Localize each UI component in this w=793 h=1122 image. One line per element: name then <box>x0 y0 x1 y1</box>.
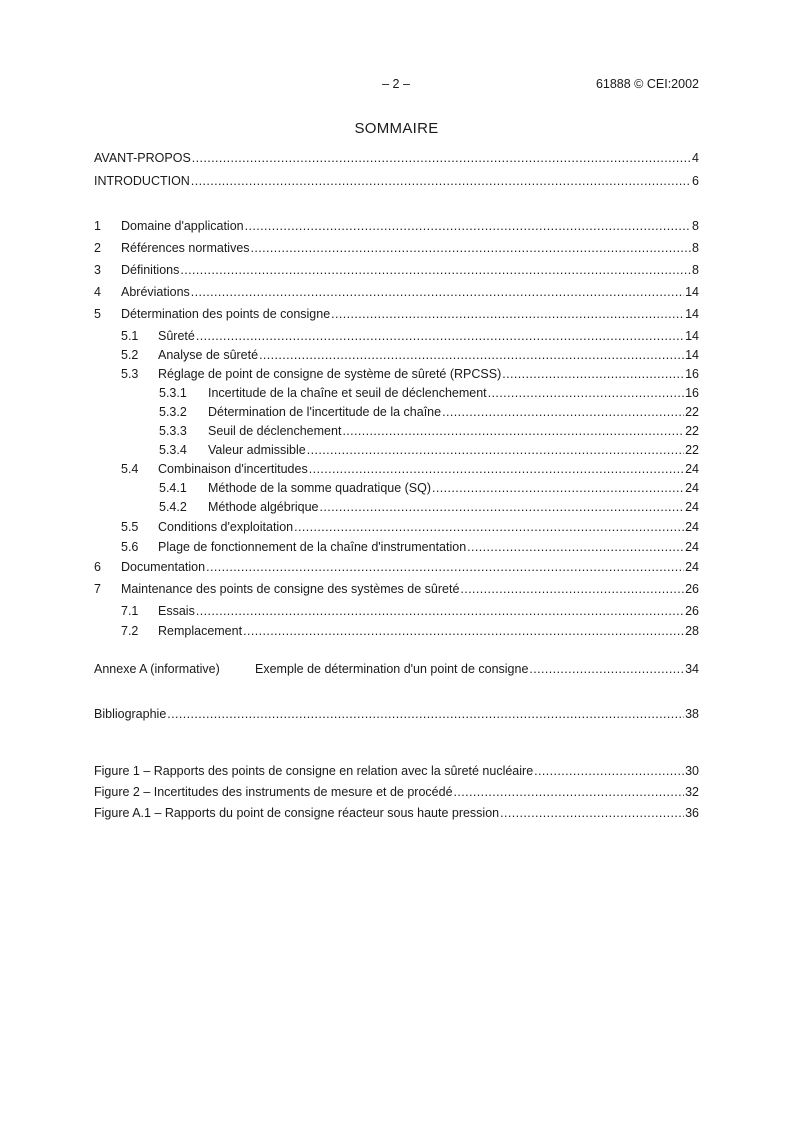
toc-entry-bibliographie[interactable]: Bibliographie ..... 38 <box>94 706 699 723</box>
toc-entry-4[interactable]: 4 Abréviations ..... 14 <box>94 284 699 301</box>
toc-entry-figure-2[interactable]: Figure 2 – Incertitudes des instruments de mesure et de procédé ..... 32 <box>94 784 699 801</box>
copyright-notice: 61888 © CEI:2002 <box>595 77 699 91</box>
toc-entry-5-4-2[interactable]: 5.4.2 Méthode algébrique ..... 24 <box>159 499 699 516</box>
page-number: – 2 – <box>382 77 410 91</box>
toc-entry-5-3[interactable]: 5.3 Réglage de point de consigne de système de sûreté (RPCSS) ..... 16 <box>121 366 699 383</box>
toc-entry-5-3-4[interactable]: 5.3.4 Valeur admissible ..... 22 <box>159 442 699 459</box>
toc-entry-5-2[interactable]: 5.2 Analyse de sûreté ..... 14 <box>121 347 699 364</box>
toc-entry-avant-propos[interactable]: AVANT-PROPOS ..... 4 <box>94 150 699 167</box>
toc-entry-7[interactable]: 7 Maintenance des points de consigne des systèmes de sûreté ..... 26 <box>94 581 699 598</box>
toc-entry-5[interactable]: 5 Détermination des points de consigne ..... 14 <box>94 306 699 323</box>
toc-entry-2[interactable]: 2 Références normatives ..... 8 <box>94 240 699 257</box>
toc-entry-5-5[interactable]: 5.5 Conditions d'exploitation ..... 24 <box>121 519 699 536</box>
toc-entry-1[interactable]: 1 Domaine d'application ..... 8 <box>94 218 699 235</box>
toc-entry-3[interactable]: 3 Définitions ..... 8 <box>94 262 699 279</box>
toc-entry-5-1[interactable]: 5.1 Sûreté ..... 14 <box>121 328 699 345</box>
toc-entry-5-4[interactable]: 5.4 Combinaison d'incertitudes ..... 24 <box>121 461 699 478</box>
toc-entry-figure-a1[interactable]: Figure A.1 – Rapports du point de consigne réacteur sous haute pression ..... 36 <box>94 805 699 822</box>
toc-entry-5-4-1[interactable]: 5.4.1 Méthode de la somme quadratique (SQ) ..... 24 <box>159 480 699 497</box>
toc-entry-6[interactable]: 6 Documentation ..... 24 <box>94 559 699 576</box>
toc-entry-7-1[interactable]: 7.1 Essais ..... 26 <box>121 603 699 620</box>
toc-entry-5-3-3[interactable]: 5.3.3 Seuil de déclenchement ..... 22 <box>159 423 699 440</box>
toc-entry-5-6[interactable]: 5.6 Plage de fonctionnement de la chaîne d'instrumentation ..... 24 <box>121 539 699 556</box>
toc-entry-5-3-2[interactable]: 5.3.2 Détermination de l'incertitude de la chaîne ..... 22 <box>159 404 699 421</box>
toc-entry-annexe-a[interactable]: Annexe A (informative) Exemple de détermination d'un point de consigne ..... 34 <box>94 661 699 678</box>
page-title: SOMMAIRE <box>354 120 439 137</box>
toc-entry-figure-1[interactable]: Figure 1 – Rapports des points de consigne en relation avec la sûreté nucléaire ..... 30 <box>94 763 699 780</box>
toc-entry-5-3-1[interactable]: 5.3.1 Incertitude de la chaîne et seuil de déclenchement ..... 16 <box>159 385 699 402</box>
toc-entry-introduction[interactable]: INTRODUCTION ..... 6 <box>94 173 699 190</box>
toc-entry-7-2[interactable]: 7.2 Remplacement ..... 28 <box>121 623 699 640</box>
